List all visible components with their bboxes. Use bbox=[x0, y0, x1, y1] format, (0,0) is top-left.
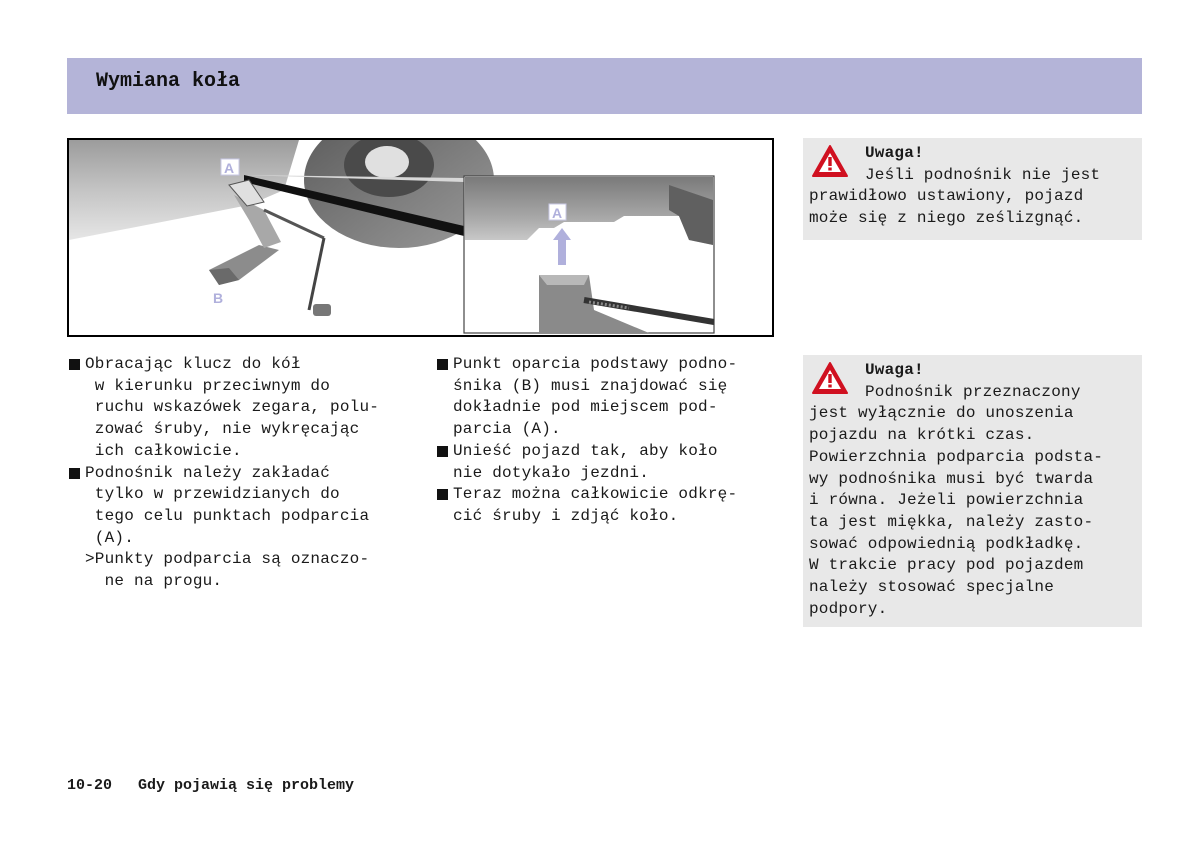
list-item bbox=[67, 354, 412, 463]
text-line: w kierunku przeciwnym do bbox=[85, 376, 331, 395]
text-line: cić śruby i zdjąć koło. bbox=[453, 506, 679, 525]
point-a-label: A bbox=[224, 160, 235, 176]
warning-box-2 bbox=[803, 355, 1142, 627]
warning-text-line: podpory. bbox=[809, 599, 888, 618]
instructions-column-2 bbox=[435, 354, 780, 528]
warning-text-line: sować odpowiednią podkładkę. bbox=[809, 534, 1084, 553]
warning-title: Uwaga! bbox=[865, 361, 924, 379]
list-item bbox=[435, 484, 780, 527]
note-line: >Punkty podparcia są oznaczo- bbox=[85, 550, 370, 569]
text-line: tylko w przewidzianych do bbox=[85, 485, 340, 504]
wheel-hub bbox=[365, 146, 409, 178]
text-line: Obracając klucz do kół bbox=[85, 355, 301, 373]
list-item bbox=[67, 463, 412, 550]
note-line: ne na progu. bbox=[85, 572, 223, 591]
section-header bbox=[67, 58, 1142, 114]
text-line: śnika (B) musi znajdować się bbox=[453, 376, 728, 395]
text-line: ruchu wskazówek zegara, polu- bbox=[85, 398, 380, 417]
text-line: Unieść pojazd tak, aby koło bbox=[453, 441, 718, 460]
warning-text-line: prawidłowo ustawiony, pojazd bbox=[809, 187, 1084, 206]
list-item bbox=[435, 441, 780, 484]
text-line: parcia (A). bbox=[453, 420, 561, 439]
list-item bbox=[435, 354, 780, 441]
warning-text-line: wy podnośnika musi być twarda bbox=[809, 469, 1094, 488]
page-number: 10-20 bbox=[67, 777, 113, 794]
text-line: nie dotykało jezdni. bbox=[453, 463, 650, 482]
text-line: tego celu punktach podparcia bbox=[85, 506, 370, 525]
warning-text-line: Podnośnik przeznaczony bbox=[865, 382, 1081, 401]
text-line: Podnośnik należy zakładać bbox=[85, 463, 331, 482]
jack-illustration bbox=[67, 138, 774, 337]
warning-triangle-icon bbox=[811, 144, 849, 178]
detail-jack-top bbox=[539, 275, 589, 285]
warning-box-1 bbox=[803, 138, 1142, 240]
warning-title: Uwaga! bbox=[865, 144, 924, 162]
crank-handle bbox=[309, 238, 324, 310]
point-b-label: B bbox=[213, 290, 224, 306]
text-line: ich całkowicie. bbox=[85, 441, 242, 460]
warning-text-line: i równa. Jeżeli powierzchnia bbox=[809, 491, 1084, 510]
warning-text-line: ta jest miękka, należy zasto- bbox=[809, 512, 1094, 531]
warning-text-line: Powierzchnia podparcia podsta- bbox=[809, 447, 1104, 466]
instructions-column-1 bbox=[67, 354, 412, 593]
page-title: Wymiana koła bbox=[96, 70, 241, 93]
text-line: Punkt oparcia podstawy podno- bbox=[453, 355, 738, 373]
warning-text-line: może się z niego ześlizgnąć. bbox=[809, 209, 1084, 228]
page-footer bbox=[67, 777, 354, 794]
jack-illustration-svg bbox=[69, 140, 772, 335]
text-line: (A). bbox=[85, 528, 135, 547]
text-line: Teraz można całkowicie odkrę- bbox=[453, 485, 738, 504]
detail-point-a-label: A bbox=[552, 205, 563, 221]
chapter-title: Gdy pojawią się problemy bbox=[138, 777, 355, 794]
warning-text-line: jest wyłącznie do unoszenia bbox=[809, 404, 1074, 423]
warning-text-line: Jeśli podnośnik nie jest bbox=[865, 165, 1101, 184]
warning-text-line: W trakcie pracy pod pojazdem bbox=[809, 556, 1084, 575]
crank-grip bbox=[313, 304, 331, 316]
text-line: dokładnie pod miejscem pod- bbox=[453, 398, 718, 417]
text-line: zować śruby, nie wykręcając bbox=[85, 420, 360, 439]
warning-text-line: pojazdu na krótki czas. bbox=[809, 426, 1035, 445]
warning-text-line: należy stosować specjalne bbox=[809, 578, 1055, 597]
warning-triangle-icon bbox=[811, 361, 849, 395]
